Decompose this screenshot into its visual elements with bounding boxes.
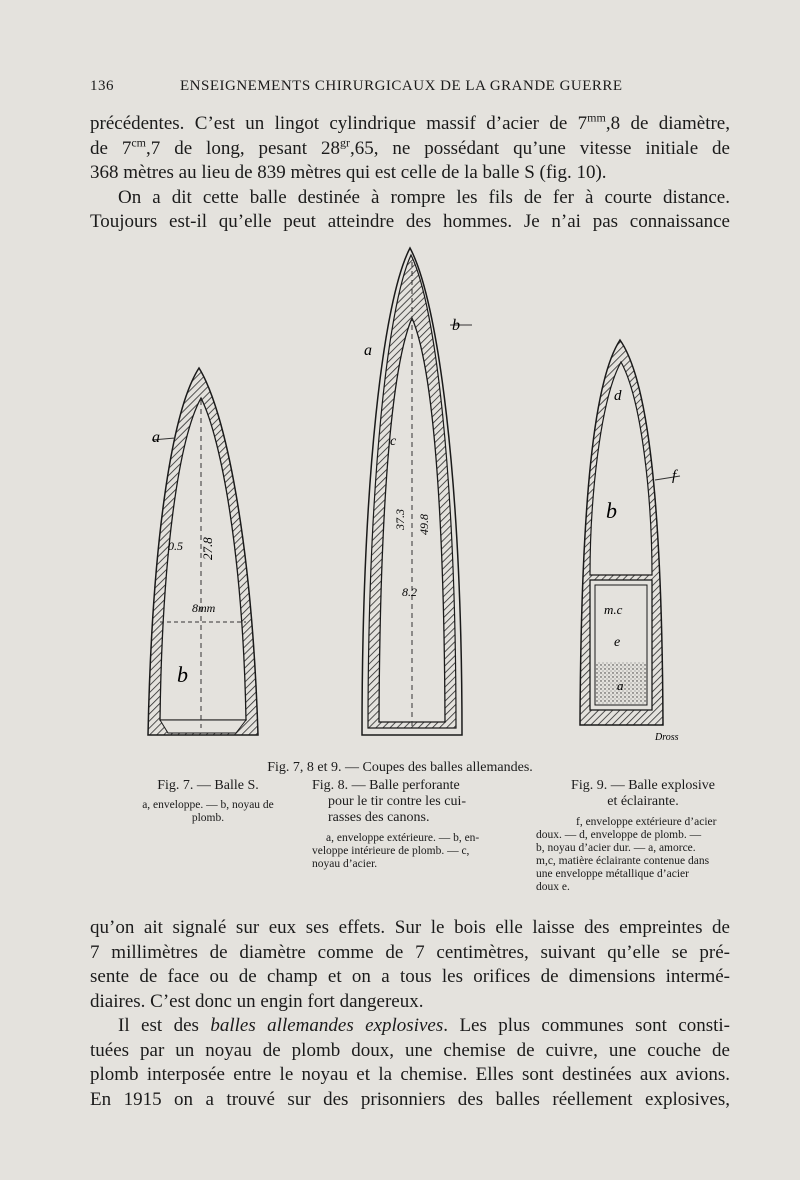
text-line: Il est des balles allemandes explosives. Les plus communes sont consti- <box>118 1015 730 1036</box>
fig9-label-f: f <box>672 468 677 484</box>
running-title: ENSEIGNEMENTS CHIRURGICAUX DE LA GRANDE GUERRE <box>180 78 623 94</box>
fig9-legend-line: b, noyau d’acier dur. — a, amorce. <box>536 842 696 854</box>
fig7-title: Fig. 7. — Balle S. <box>157 778 259 793</box>
page-number: 136 <box>90 78 114 94</box>
fig7-label-b: b <box>177 662 188 687</box>
fig7-label-a: a <box>152 429 160 446</box>
text-line: Toujours est-il qu’elle peut atteindre des hommes. Je n’ai pas connaissance <box>90 211 730 232</box>
fig8-label-c: c <box>390 434 397 449</box>
fig8-dimension-core: 37.3 <box>393 509 407 530</box>
fig7-legend: a, enveloppe. — b, noyau de plomb. <box>142 799 274 824</box>
fig9-label-mc: m.c <box>604 602 623 617</box>
fig9-caption <box>536 778 750 894</box>
fig8-dimension-length: 49.8 <box>417 514 431 535</box>
text-line: tuées par un noyau de plomb doux, une chemise de cuivre, une couche de <box>90 1039 730 1061</box>
paragraph-2 <box>90 916 730 1014</box>
text-line: qu’on ait signalé sur eux ses effets. Sur le bois elle laisse des empreintes de <box>90 917 730 938</box>
fig8-label-a: a <box>364 342 372 359</box>
fig8-dimension-diameter: 8.2 <box>402 585 417 599</box>
fig9-legend-line: m,c, matière éclairante contenue dans <box>536 855 710 867</box>
fig9-legend-line: doux. — d, enveloppe de plomb. — <box>536 829 702 841</box>
text-line: plomb interposée entre le noyau et la chemise. Elles sont destinées aux avions. <box>90 1064 730 1085</box>
fig8-title-line: rasses des canons. <box>328 810 430 825</box>
text-line: 7 millimètres de diamètre comme de 7 centimètres, suivant qu’elle se pré- <box>90 941 730 963</box>
text-line: diaires. C’est donc un engin fort dangereux. <box>90 990 424 1012</box>
fig8-label-b: b <box>452 317 460 334</box>
fig9-legend <box>536 816 750 894</box>
text-line: En 1915 on a trouvé sur des prisonniers des balles réellement explosives, <box>90 1088 730 1110</box>
paragraph-3 <box>90 1014 730 1112</box>
fig8-title-line: pour le tir contre les cui- <box>328 794 467 809</box>
text-line: de $7^{cm},7$ de long, pesant $28^{gr},65$, ne possédant qu’une vitesse initiale de <box>90 135 730 159</box>
fig7-caption <box>128 778 288 825</box>
fig8-caption <box>312 778 508 871</box>
fig7-dimension-diameter: 8mm <box>192 601 216 615</box>
fig8-legend-line: veloppe intérieure de plomb. — c, <box>312 845 470 857</box>
engraver-signature: Dross <box>655 732 679 743</box>
fig9-legend-line: une enveloppe métallique d’acier <box>536 868 689 880</box>
fig7-dimension-thickness: 0.5 <box>168 539 183 553</box>
fig9-title-line: Fig. 9. — Balle explosive <box>571 778 715 793</box>
fig8-title-line: Fig. 8. — Balle perforante <box>312 778 460 793</box>
fig8-legend <box>312 832 508 871</box>
text-line: 368 mètres au lieu de 839 mètres qui est celle de la balle S (fig. 10). <box>90 162 607 183</box>
fig9-legend-line: doux e. <box>536 881 570 893</box>
fig9-label-e: e <box>614 635 621 650</box>
fig9-label-a: a <box>617 678 624 693</box>
fig8-legend-line: noyau d’acier. <box>312 858 378 870</box>
fig8-legend-line: a, enveloppe extérieure. — b, en- <box>326 832 480 844</box>
fig9-label-b: b <box>606 498 617 523</box>
fig9-label-d: d <box>614 388 622 404</box>
fig9-legend-line: f, enveloppe extérieure d’acier <box>576 816 717 828</box>
text-line: précédentes. C’est un lingot cylindrique massif d’acier de $7^{mm},8$ de diamètre, <box>90 110 730 134</box>
fig9-title-line: et éclairante. <box>607 794 679 809</box>
fig7-dimension-length: 27.8 <box>200 537 215 560</box>
fig9-explosive-drawing <box>580 340 680 725</box>
figure-main-caption: Fig. 7, 8 et 9. — Coupes des balles allemandes. <box>267 760 533 775</box>
text-line: sente de face ou de champ et on a tous les orifices de dimensions intermé- <box>90 966 730 987</box>
text-line: On a dit cette balle destinée à rompre les fils de fer à courte distance. <box>118 186 730 208</box>
